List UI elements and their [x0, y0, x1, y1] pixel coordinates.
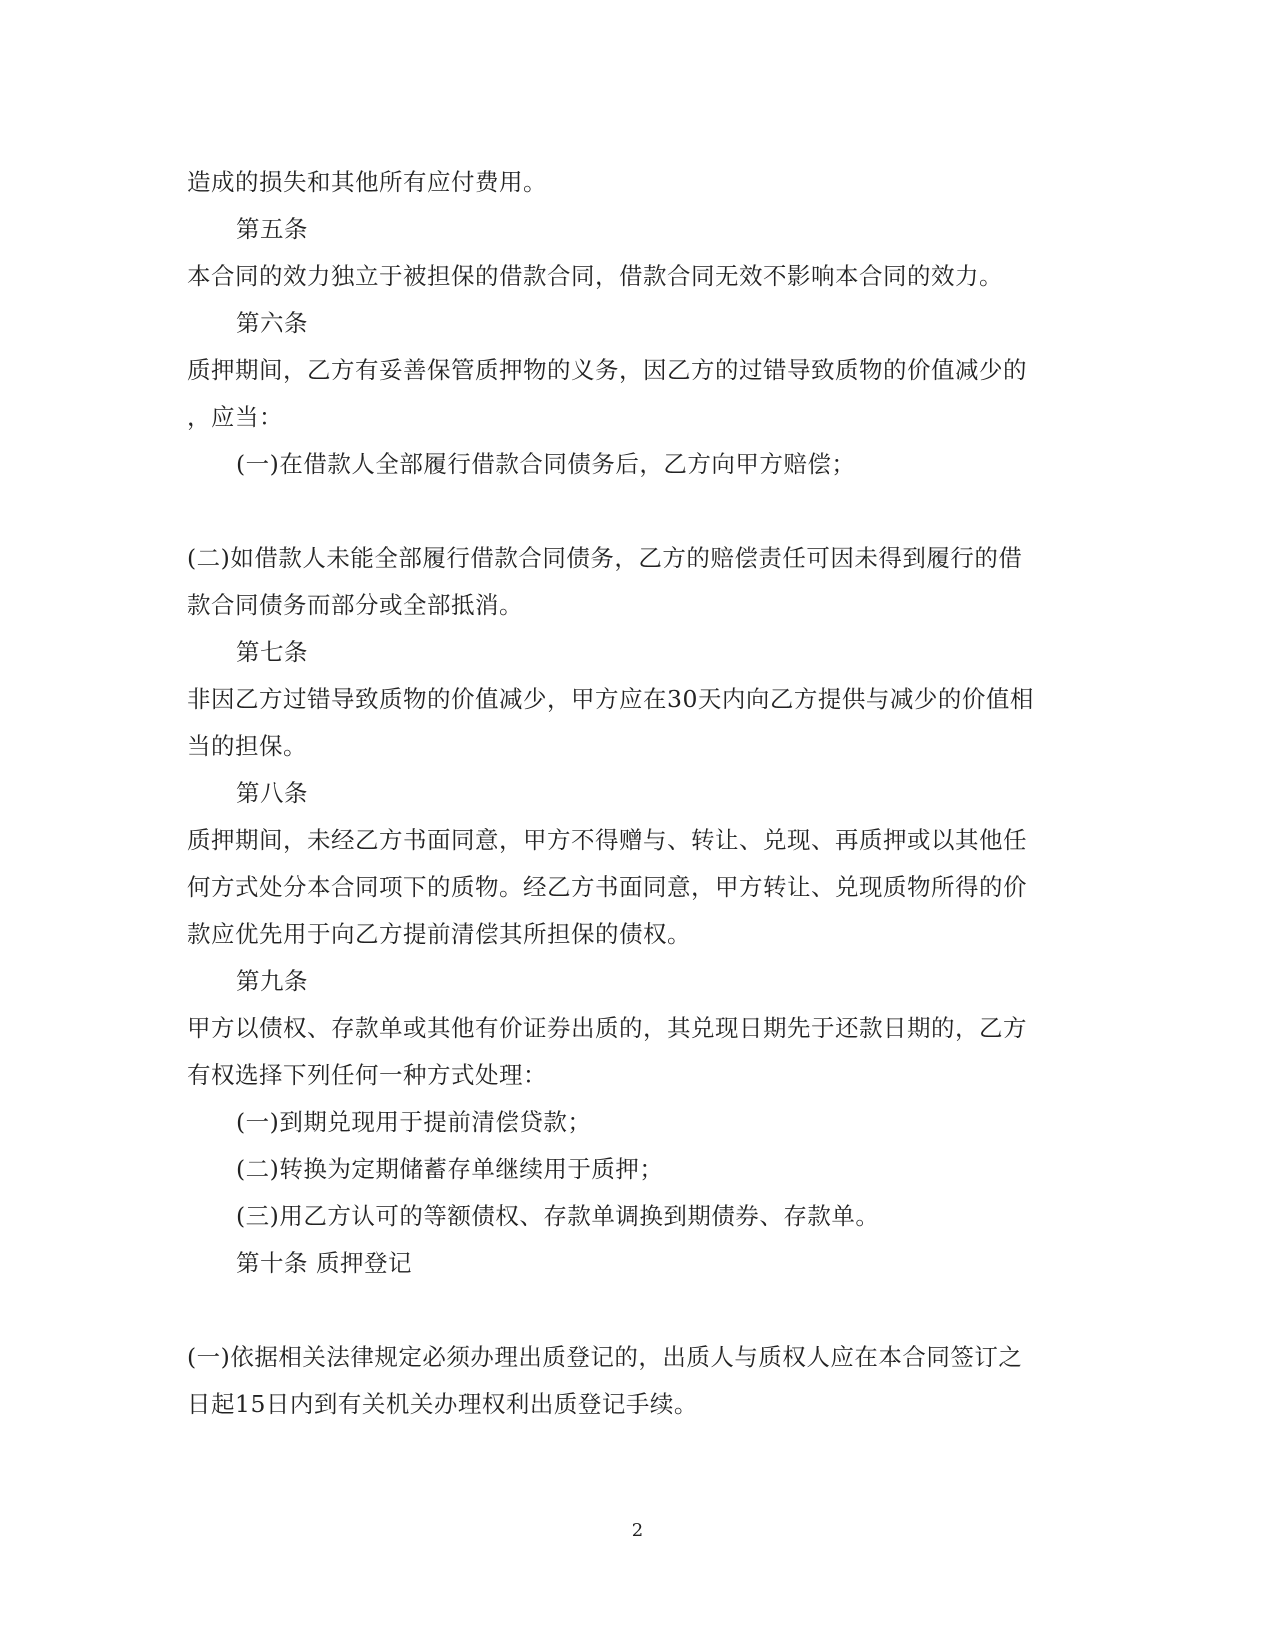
article-heading: 第十条 质押登记 [236, 1249, 412, 1277]
paragraph-line: 甲方以债权、存款单或其他有价证券出质的，其兑现日期先于还款日期的，乙方 [187, 1014, 1027, 1042]
page-number: 2 [631, 1520, 644, 1541]
paragraph-line: 当的担保。 [187, 732, 307, 760]
article-heading: 第六条 [236, 309, 308, 337]
paragraph-line: 有权选择下列任何一种方式处理： [187, 1061, 547, 1089]
paragraph-line: 何方式处分本合同项下的质物。经乙方书面同意，甲方转让、兑现质物所得的价 [187, 873, 1027, 901]
clause-item: (三)用乙方认可的等额债权、存款单调换到期债券、存款单。 [236, 1202, 880, 1230]
paragraph-line: 日起15日内到有关机关办理权利出质登记手续。 [187, 1390, 698, 1418]
article-heading: 第七条 [236, 638, 308, 666]
article-heading: 第九条 [236, 967, 308, 995]
paragraph-line: 质押期间，乙方有妥善保管质押物的义务，因乙方的过错导致质物的价值减少的 [187, 356, 1027, 384]
clause-item: (二)转换为定期储蓄存单继续用于质押； [236, 1155, 664, 1183]
clause-item: (一)到期兑现用于提前清偿贷款； [236, 1108, 592, 1136]
paragraph-line: 质押期间，未经乙方书面同意，甲方不得赠与、转让、兑现、再质押或以其他任 [187, 826, 1027, 854]
paragraph-line: 款合同债务而部分或全部抵消。 [187, 591, 523, 619]
clause-item: (二)如借款人未能全部履行借款合同债务，乙方的赔偿责任可因未得到履行的借 [187, 544, 1023, 572]
paragraph-line: 造成的损失和其他所有应付费用。 [187, 168, 547, 196]
article-heading: 第五条 [236, 215, 308, 243]
paragraph-line: 本合同的效力独立于被担保的借款合同，借款合同无效不影响本合同的效力。 [187, 262, 1003, 290]
article-heading: 第八条 [236, 779, 308, 807]
paragraph-line: 款应优先用于向乙方提前清偿其所担保的债权。 [187, 920, 691, 948]
paragraph-line: 非因乙方过错导致质物的价值减少，甲方应在30天内向乙方提供与减少的价值相 [187, 685, 1034, 713]
paragraph-line: ，应当： [187, 403, 283, 431]
clause-item: (一)在借款人全部履行借款合同债务后，乙方向甲方赔偿； [236, 450, 856, 478]
clause-item: (一)依据相关法律规定必须办理出质登记的，出质人与质权人应在本合同签订之 [187, 1343, 1023, 1371]
